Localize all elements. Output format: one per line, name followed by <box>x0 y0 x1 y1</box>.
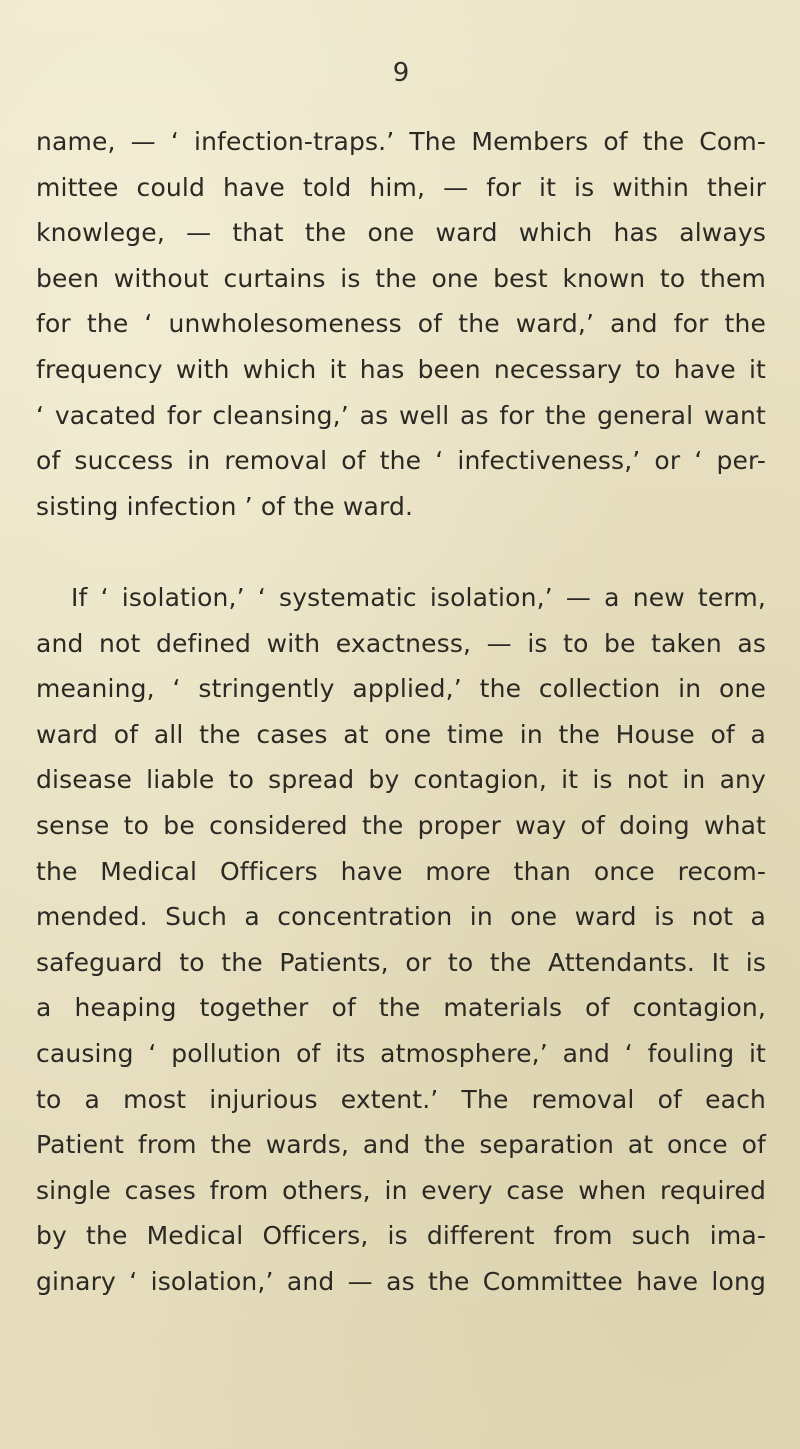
text-line: ward of all the cases at one time in the House of a <box>36 719 766 749</box>
text-line: frequency with which it has been necessary to have it <box>36 354 766 384</box>
text-line: causing ‘ pollution of its atmosphere,’ and ‘ fouling it <box>36 1038 766 1068</box>
paragraph-1 <box>36 119 766 529</box>
text-line: name, — ‘ infection-traps.’ The Members of the Com- <box>36 127 766 156</box>
text-line: sense to be considered the proper way of doing what <box>36 810 766 840</box>
text-line: and not defined with exactness, — is to be taken as <box>36 628 766 658</box>
text-line: knowlege, — that the one ward which has always <box>36 218 766 248</box>
text-line: been without curtains is the one best known to them <box>36 263 766 293</box>
text-line: disease liable to spread by contagion, it is not in any <box>36 765 766 795</box>
text-line: by the Medical Officers, is different from such ima- <box>36 1221 766 1251</box>
text-line: a heaping together of the materials of contagion, <box>36 993 766 1023</box>
text-line: of success in removal of the ‘ infectiveness,’ or ‘ per- <box>36 446 766 476</box>
page-number: 9 <box>392 58 410 88</box>
text-line: mittee could have told him, — for it is within their <box>36 172 766 202</box>
text-line: to a most injurious extent.’ The removal of each <box>36 1084 766 1114</box>
text-line: meaning, ‘ stringently applied,’ the collection in one <box>36 674 766 704</box>
text-line: If ‘ isolation,’ ‘ systematic isolation,’ — a new term, <box>71 583 766 612</box>
text-line: Patient from the wards, and the separation at once of <box>36 1130 766 1160</box>
text-line: ‘ vacated for cleansing,’ as well as for the general want <box>36 400 766 430</box>
paragraph-2 <box>36 575 766 1305</box>
text-line: the Medical Officers have more than once recom- <box>36 856 766 886</box>
text-line: single cases from others, in every case when required <box>36 1175 766 1205</box>
text-line: sisting infection ’ of the ward. <box>36 491 414 521</box>
text-line: for the ‘ unwholesomeness of the ward,’ and for the <box>36 309 766 339</box>
text-line: ginary ‘ isolation,’ and — as the Committee have long <box>36 1266 766 1296</box>
text-line: mended. Such a concentration in one ward is not a <box>36 902 766 932</box>
text-line: safeguard to the Patients, or to the Attendants. It is <box>36 947 766 977</box>
